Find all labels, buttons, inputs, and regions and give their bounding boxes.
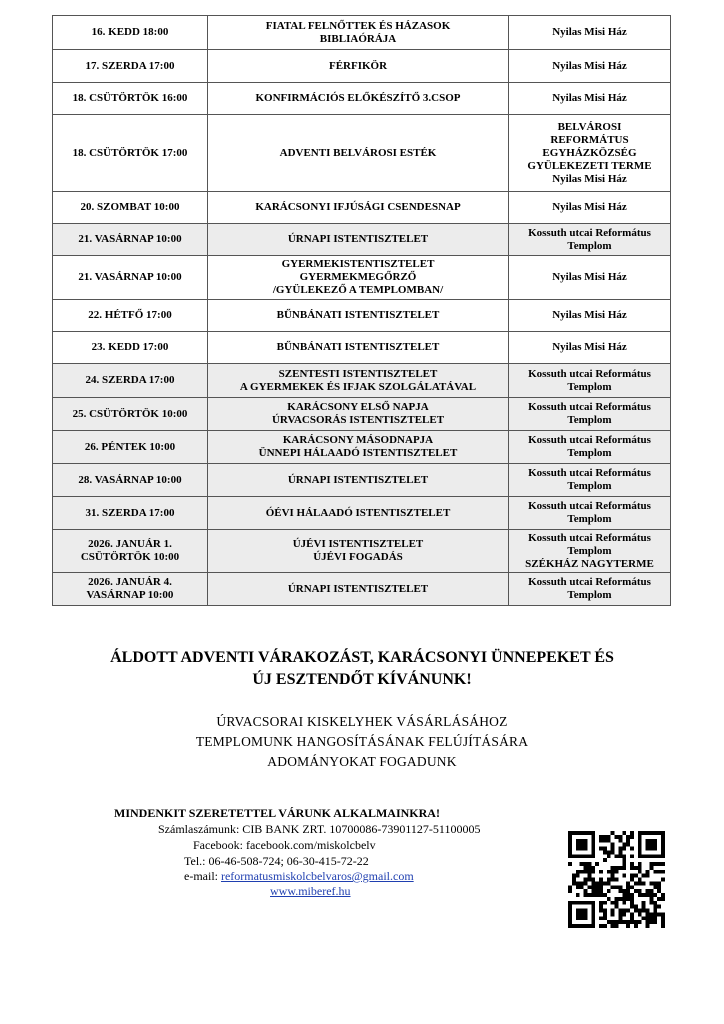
event-date-line: 24. SZERDA 17:00 xyxy=(85,374,175,386)
schedule-row xyxy=(53,398,671,431)
donation-line: TEMPLOMUNK HANGOSÍTÁSÁNAK FELÚJÍTÁSÁRA xyxy=(195,734,529,749)
event-place-line: EGYHÁZKÖZSÉG xyxy=(542,146,637,159)
event-date-cell xyxy=(53,398,208,431)
event-date-line: 2026. JANUÁR 1. xyxy=(88,538,172,550)
event-name-line: SZENTESTI ISTENTISZTELET xyxy=(278,367,438,380)
event-place-line: Nyilas Misi Ház xyxy=(552,92,627,104)
event-name-cell xyxy=(208,398,509,431)
event-place-cell xyxy=(509,256,671,300)
email-link[interactable]: reformatusmiskolcbelvaros@gmail.com xyxy=(220,869,414,883)
schedule-row xyxy=(53,224,671,256)
event-name-cell xyxy=(208,16,509,50)
event-date-line: 25. CSÜTÖRTÖK 10:00 xyxy=(72,407,188,420)
event-date-line: VASÁRNAP 10:00 xyxy=(86,589,174,601)
event-place-cell xyxy=(509,497,671,530)
holiday-greeting xyxy=(0,647,724,691)
event-name-cell xyxy=(208,464,509,497)
event-name-line: KARÁCSONY ELSŐ NAPJA xyxy=(287,401,429,413)
event-date-line: 18. CSÜTÖRTÖK 17:00 xyxy=(72,146,188,159)
event-place-cell xyxy=(509,464,671,497)
bank-account: Számlaszámunk: CIB BANK ZRT. 10700086-73901127-51100005 xyxy=(158,822,481,836)
event-name-cell xyxy=(208,497,509,530)
schedule-row xyxy=(53,497,671,530)
event-name-line: BŰNBÁNATI ISTENTISZTELET xyxy=(276,341,440,353)
event-name-line: ÚRVACSORÁS ISTENTISZTELET xyxy=(271,414,445,426)
event-date-line: 23. KEDD 17:00 xyxy=(91,341,169,353)
event-name-line: ÚJÉVI ISTENTISZTELET xyxy=(292,538,424,550)
event-place-line: Nyilas Misi Ház xyxy=(552,59,627,72)
event-name-cell xyxy=(208,364,509,398)
event-date-cell xyxy=(53,364,208,398)
event-name-line: BŰNBÁNATI ISTENTISZTELET xyxy=(276,309,440,321)
event-place-line: Kossuth utcai Református xyxy=(528,434,651,446)
event-date-line: 28. VASÁRNAP 10:00 xyxy=(78,473,182,486)
event-place-line: SZÉKHÁZ NAGYTERME xyxy=(525,557,654,570)
donation-line: ÚRVACSORAI KISKELYHEK VÁSÁRLÁSÁHOZ xyxy=(216,714,508,729)
event-date-cell xyxy=(53,573,208,606)
event-place-cell xyxy=(509,300,671,332)
event-date-cell xyxy=(53,300,208,332)
facebook-info: Facebook: facebook.com/miskolcbelv xyxy=(193,838,376,852)
event-name-line: /GYÜLEKEZŐ A TEMPLOMBAN/ xyxy=(272,284,444,296)
event-name-line: KARÁCSONY MÁSODNAPJA xyxy=(282,434,434,446)
event-place-cell xyxy=(509,332,671,364)
event-name-line: A GYERMEKEK ÉS IFJAK SZOLGÁLATÁVAL xyxy=(239,380,477,393)
invitation-text: MINDENKIT SZERETETTEL VÁRUNK ALKALMAINKRA! xyxy=(114,806,440,820)
event-name-line: ÓÉVI HÁLAADÓ ISTENTISZTELET xyxy=(265,506,451,519)
event-name-line: ÚRNAPI ISTENTISZTELET xyxy=(287,473,429,486)
event-name-line: KONFIRMÁCIÓS ELŐKÉSZÍTŐ 3.CSOP xyxy=(255,92,461,104)
event-place-cell xyxy=(509,16,671,50)
donation-line: ADOMÁNYOKAT FOGADUNK xyxy=(267,754,457,769)
event-date-line: 16. KEDD 18:00 xyxy=(91,26,169,38)
event-place-cell xyxy=(509,431,671,464)
event-name-cell xyxy=(208,530,509,573)
event-date-cell xyxy=(53,464,208,497)
event-place-line: Nyilas Misi Ház xyxy=(552,201,627,213)
schedule-row xyxy=(53,332,671,364)
event-name-line: ÚRNAPI ISTENTISZTELET xyxy=(287,582,429,595)
event-name-line: KARÁCSONYI IFJÚSÁGI CSENDESNAP xyxy=(255,201,461,213)
event-name-cell xyxy=(208,224,509,256)
schedule-row xyxy=(53,573,671,606)
event-name-cell xyxy=(208,300,509,332)
event-place-cell xyxy=(509,83,671,115)
event-place-line: Templom xyxy=(567,480,612,492)
website-link[interactable]: www.miberef.hu xyxy=(270,884,351,898)
event-schedule-table xyxy=(52,15,671,606)
qr-code-icon[interactable] xyxy=(568,831,665,928)
event-name-cell xyxy=(208,431,509,464)
event-place-cell xyxy=(509,50,671,83)
schedule-row xyxy=(53,192,671,224)
event-place-line: Templom xyxy=(567,414,612,426)
event-place-line: Templom xyxy=(567,380,612,393)
event-date-line: 31. SZERDA 17:00 xyxy=(85,506,175,519)
event-name-line: GYERMEKMEGŐRZŐ xyxy=(299,271,417,283)
event-date-line: 20. SZOMBAT 10:00 xyxy=(80,201,180,213)
event-name-cell xyxy=(208,192,509,224)
schedule-body xyxy=(53,16,671,606)
event-name-line: BIBLIAÓRÁJA xyxy=(319,32,397,45)
event-date-cell xyxy=(53,192,208,224)
event-name-cell xyxy=(208,115,509,192)
schedule-row xyxy=(53,16,671,50)
schedule-row xyxy=(53,364,671,398)
event-date-line: 21. VASÁRNAP 10:00 xyxy=(78,233,182,245)
event-place-line: Kossuth utcai Református xyxy=(528,367,651,380)
event-place-line: Kossuth utcai Református xyxy=(528,576,651,588)
event-place-line: Templom xyxy=(567,239,612,252)
event-date-cell xyxy=(53,256,208,300)
schedule-row xyxy=(53,83,671,115)
event-place-line: Nyilas Misi Ház xyxy=(552,172,627,185)
phone-info: Tel.: 06-46-508-724; 06-30-415-72-22 xyxy=(184,854,369,868)
event-place-line: Kossuth utcai Református xyxy=(528,467,651,479)
event-name-line: ÜNNEPI HÁLAADÓ ISTENTISZTELET xyxy=(258,447,458,459)
schedule-row xyxy=(53,115,671,192)
event-place-cell xyxy=(509,192,671,224)
event-name-cell xyxy=(208,573,509,606)
event-name-line: FIATAL FELNŐTTEK ÉS HÁZASOK xyxy=(265,19,451,32)
event-place-cell xyxy=(509,224,671,256)
email-label: e-mail: xyxy=(184,869,221,883)
event-place-line: Nyilas Misi Ház xyxy=(552,26,627,38)
event-place-line: Templom xyxy=(567,447,612,459)
event-name-cell xyxy=(208,256,509,300)
event-date-line: 26. PÉNTEK 10:00 xyxy=(84,440,176,453)
schedule-row xyxy=(53,464,671,497)
schedule-row xyxy=(53,300,671,332)
schedule-row xyxy=(53,431,671,464)
website-info xyxy=(270,884,351,899)
event-date-line: 17. SZERDA 17:00 xyxy=(85,59,175,72)
event-date-line: 22. HÉTFŐ 17:00 xyxy=(88,309,172,321)
event-name-line: FÉRFIKÖR xyxy=(328,59,388,72)
event-place-line: REFORMÁTUS xyxy=(550,133,629,146)
event-place-line: BELVÁROSI xyxy=(557,120,622,133)
event-name-line: GYERMEKISTENTISZTELET xyxy=(281,258,435,270)
event-place-line: Templom xyxy=(567,544,612,557)
event-date-cell xyxy=(53,16,208,50)
email-info xyxy=(184,869,414,884)
event-date-line: 18. CSÜTÖRTÖK 16:00 xyxy=(72,92,188,104)
event-name-cell xyxy=(208,332,509,364)
event-name-cell xyxy=(208,50,509,83)
event-date-cell xyxy=(53,497,208,530)
event-place-line: Nyilas Misi Ház xyxy=(552,309,627,321)
event-date-cell xyxy=(53,50,208,83)
event-place-cell xyxy=(509,398,671,431)
event-date-cell xyxy=(53,83,208,115)
event-place-cell xyxy=(509,530,671,573)
donation-notice xyxy=(0,712,724,772)
greeting-line: ÁLDOTT ADVENTI VÁRAKOZÁST, KARÁCSONYI ÜNNEPEKET ÉS xyxy=(110,649,614,666)
event-place-line: Kossuth utcai Református xyxy=(528,531,651,544)
event-name-line: ÚRNAPI ISTENTISZTELET xyxy=(287,233,429,245)
event-date-line: 21. VASÁRNAP 10:00 xyxy=(78,271,182,283)
greeting-line: ÚJ ESZTENDŐT KÍVÁNUNK! xyxy=(252,671,472,688)
event-date-cell xyxy=(53,224,208,256)
schedule-row xyxy=(53,50,671,83)
event-place-line: Kossuth utcai Református xyxy=(528,500,651,512)
event-place-line: GYÜLEKEZETI TERME xyxy=(527,159,652,172)
event-name-line: ÚJÉVI FOGADÁS xyxy=(313,551,403,563)
event-date-cell xyxy=(53,530,208,573)
event-name-cell xyxy=(208,83,509,115)
event-place-cell xyxy=(509,573,671,606)
event-date-cell xyxy=(53,431,208,464)
event-date-cell xyxy=(53,115,208,192)
event-date-cell xyxy=(53,332,208,364)
event-place-line: Kossuth utcai Református xyxy=(528,226,651,239)
event-name-line: ADVENTI BELVÁROSI ESTÉK xyxy=(279,146,437,159)
event-date-line: 2026. JANUÁR 4. xyxy=(88,576,172,588)
event-place-line: Templom xyxy=(567,589,612,601)
event-place-line: Nyilas Misi Ház xyxy=(552,271,627,283)
event-place-line: Nyilas Misi Ház xyxy=(552,341,627,353)
event-date-line: CSÜTÖRTÖK 10:00 xyxy=(80,551,180,563)
schedule-row xyxy=(53,256,671,300)
schedule-row xyxy=(53,530,671,573)
event-place-cell xyxy=(509,115,671,192)
event-place-line: Templom xyxy=(567,513,612,525)
event-place-line: Kossuth utcai Református xyxy=(528,401,651,413)
event-place-cell xyxy=(509,364,671,398)
